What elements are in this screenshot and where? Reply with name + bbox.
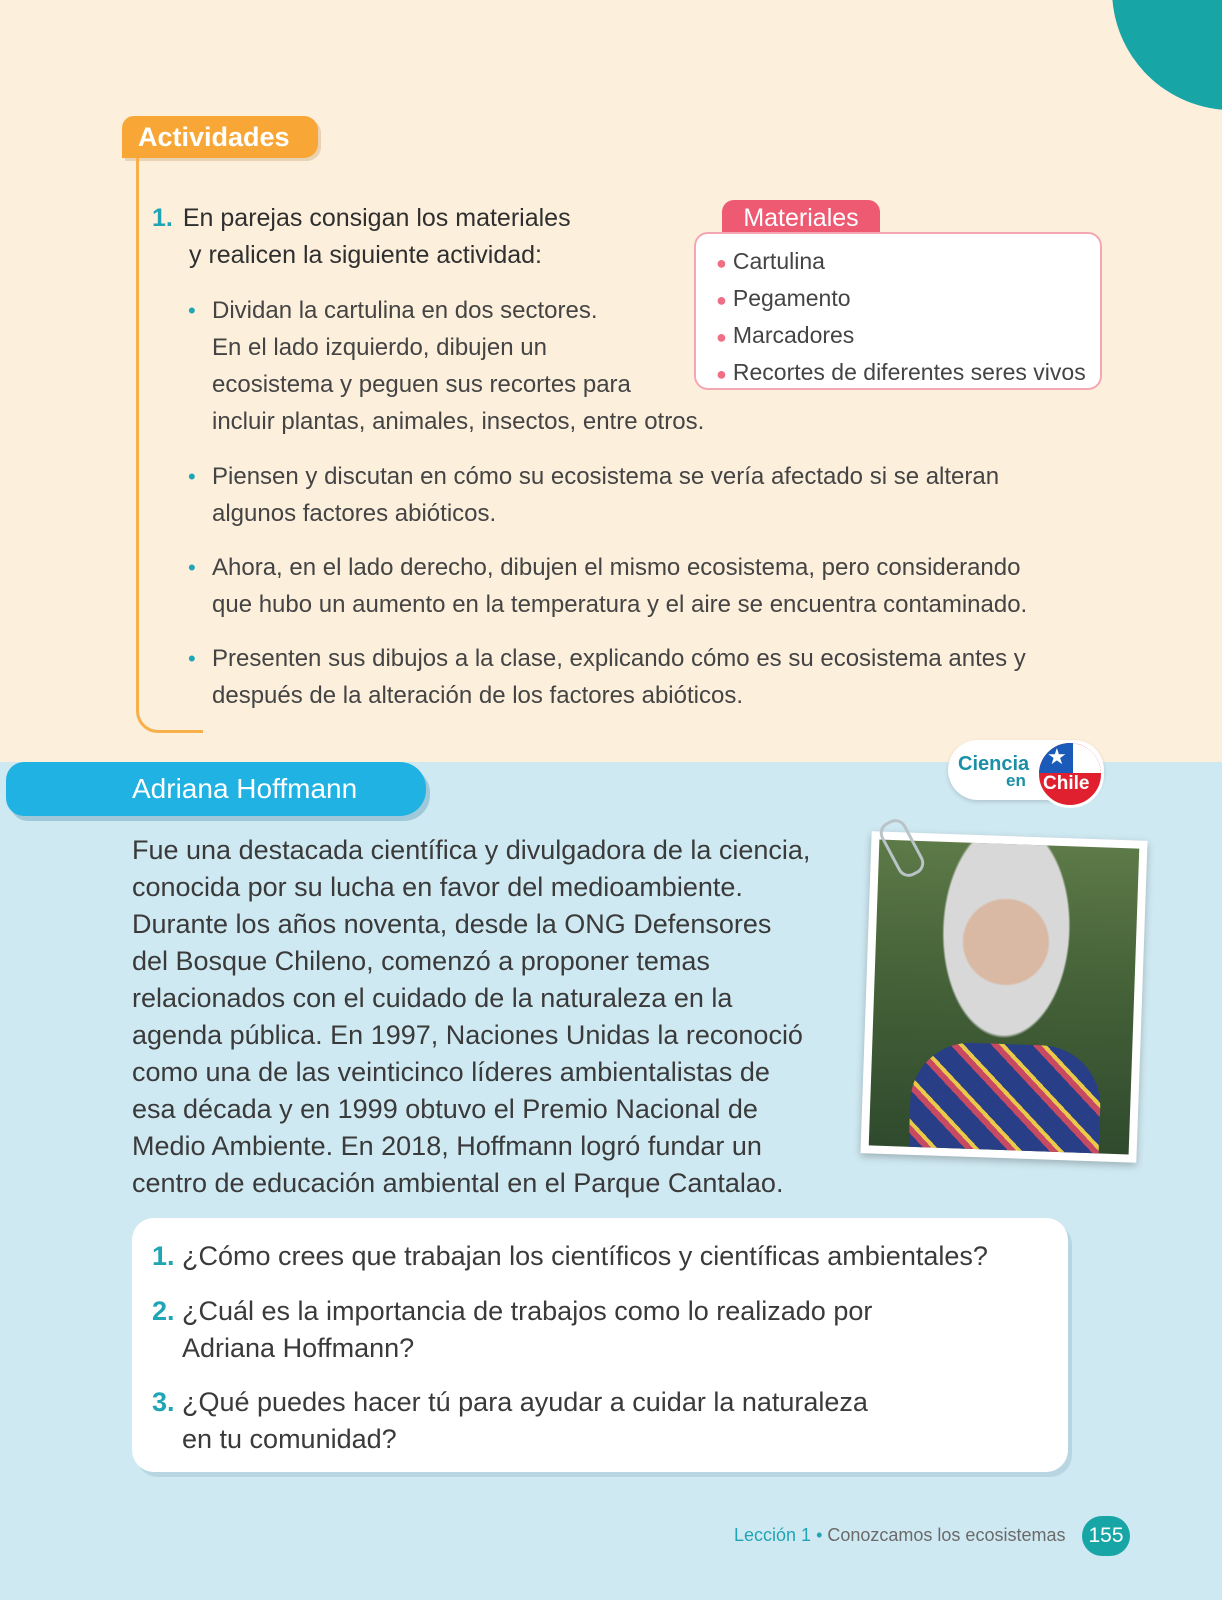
portrait-image [869, 840, 1140, 1155]
activity-title [152, 200, 571, 274]
activity-number: 1. [152, 204, 173, 232]
bullet-dot-icon: • [188, 464, 196, 489]
materiales-box [694, 232, 1102, 390]
page-footer [734, 1520, 1065, 1550]
activity-title-line2: y realicen la siguiente actividad: [189, 241, 542, 269]
question-3: 3. ¿Qué puedes hacer tú para ayudar a cuidar la naturaleza en tu comunidad? [152, 1387, 868, 1454]
corner-decoration [1112, 0, 1222, 110]
material-item: ● Pegamento [716, 285, 851, 311]
questions-box [132, 1218, 1068, 1472]
activity-bullet-3: • Ahora, en el lado derecho, dibujen el mismo ecosistema, pero considerando que hubo un aumento en la temperatura y el aire se encuentra contaminado. [192, 549, 1027, 623]
ciencia-en-chile-badge [948, 740, 1104, 800]
bullet-dot-icon: • [188, 555, 196, 580]
scientist-photo [860, 831, 1147, 1162]
badge-chile: Chile [1043, 773, 1090, 794]
bullet-dot-icon: ● [716, 290, 727, 310]
bullet-dot-icon: • [188, 298, 196, 323]
badge-en: en [1006, 771, 1026, 790]
material-item: ● Recortes de diferentes seres vivos [716, 359, 1086, 385]
scientist-name-tab: Adriana Hoffmann [6, 762, 426, 816]
footer-lesson: Lección 1 [734, 1525, 812, 1545]
page-number: 155 [1082, 1516, 1130, 1556]
question-1: 1. ¿Cómo crees que trabajan los científicos y científicas ambientales? [152, 1241, 988, 1271]
activity-bullet-1: • Dividan la cartulina en dos sectores. En el lado izquierdo, dibujen un ecosistema y peguen sus recortes para incluir plantas, animales, insectos, entre otros. [192, 292, 704, 440]
badge-ciencia: Ciencia [958, 753, 1030, 775]
activity-bullet-4: • Presenten sus dibujos a la clase, explicando cómo es su ecosistema antes y después de la alteración de los factores abióticos. [192, 640, 1026, 714]
chile-flag-icon [1036, 740, 1104, 808]
materiales-tab: Materiales [722, 200, 880, 234]
material-item: ● Marcadores [716, 322, 855, 348]
activity-bullet-2: • Piensen y discutan en cómo su ecosistema se vería afectado si se alteran algunos factores abióticos. [192, 458, 999, 532]
bullet-dot-icon: ● [716, 364, 727, 384]
bullet-dot-icon: ● [716, 327, 727, 347]
material-item: ● Cartulina [716, 248, 825, 274]
scientist-bio: Fue una destacada científica y divulgadora de la ciencia, conocida por su lucha en favor del medioambiente. Durante los años noventa, desde la ONG Defensores del Bosque Chileno, comenzó a proponer temas relacionados con el cuidado de la naturaleza en la agenda pública. En 1997, Naciones Unidas la reconoció como una de las veinticinco líderes ambientalistas de esa década y en 1999 obtuvo el Premio Nacional de Medio Ambiente. En 2018, Hoffmann logró fundar un centro de educación ambiental en el Parque Cantalao. [132, 835, 811, 1198]
question-2: 2. ¿Cuál es la importancia de trabajos como lo realizado por Adriana Hoffmann? [152, 1296, 873, 1363]
actividades-tab: Actividades [122, 116, 318, 158]
footer-subtitle: Conozcamos los ecosistemas [827, 1525, 1066, 1545]
bullet-dot-icon: ● [716, 253, 727, 273]
activity-title-line1: En parejas consigan los materiales [182, 204, 571, 232]
star-icon: ★ [1047, 744, 1067, 769]
bullet-dot-icon: • [188, 646, 196, 671]
footer-separator: • [811, 1525, 828, 1545]
